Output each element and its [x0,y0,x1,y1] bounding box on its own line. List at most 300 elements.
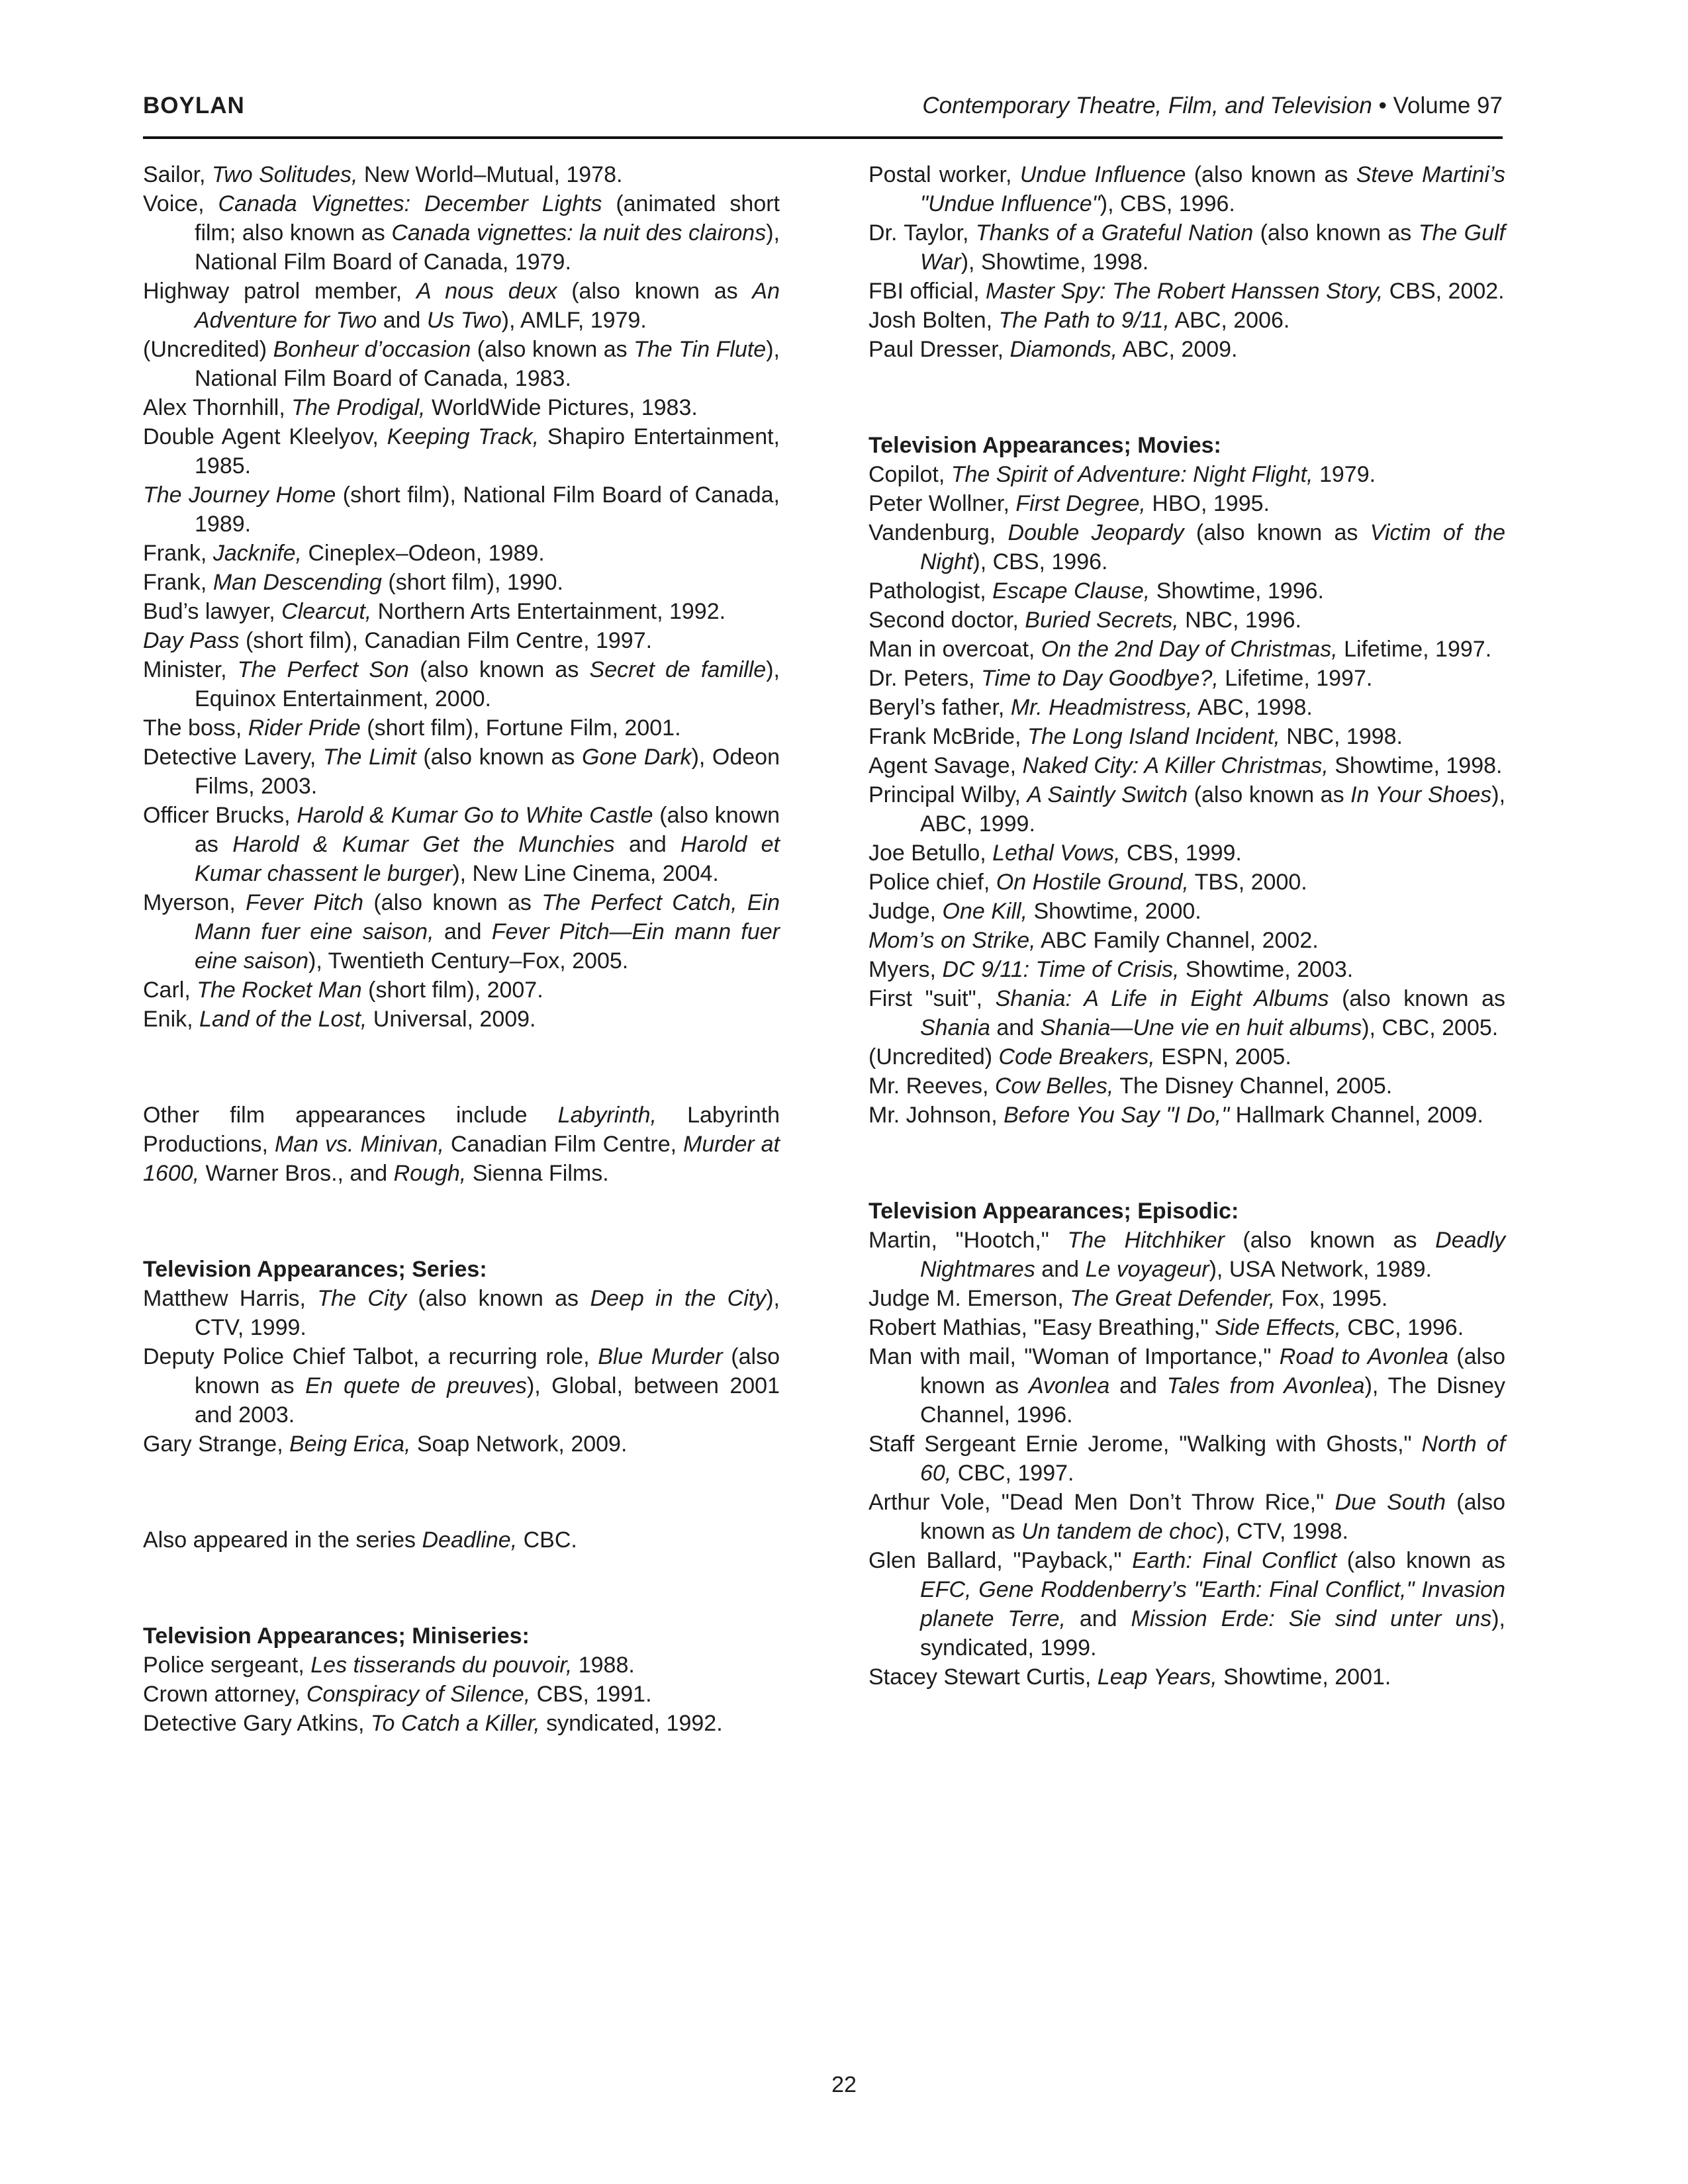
credit-text: (also known as [406,1286,590,1311]
credit-entry [868,1546,1505,1662]
credit-text: (also known as [363,890,542,915]
credit-text: Sailor, [143,162,212,187]
page-number: 22 [831,2072,857,2097]
credit-text: and [377,308,427,333]
credit-text: CBS, 1999. [1120,841,1242,866]
work-title: The Rocket Man [197,978,362,1003]
credit-text: Martin, "Hootch," [868,1228,1068,1253]
work-title: Rough, [393,1161,467,1186]
work-title: North of 60, [920,1432,1505,1486]
work-title: Code Breakers, [998,1044,1155,1069]
credit-text: (Uncredited) [143,337,273,362]
work-title: Earth: Final Conflict [1132,1548,1337,1573]
section-heading: Television Appearances; Movies: [868,433,1221,458]
credit-entry [868,218,1505,277]
work-title: Land of the Lost, [199,1007,367,1032]
credit-entry [868,722,1505,751]
credit-text: Deputy Police Chief Talbot, a recurring role, [143,1344,598,1369]
credit-text: Robert Mathias, "Easy Breathing," [868,1315,1215,1340]
work-title: Bonheur d’occasion [273,337,471,362]
credit-text: (also known as [1186,162,1356,187]
credit-text: Showtime, 2003. [1179,957,1354,982]
work-title: Victim of the Night [920,520,1505,574]
credit-entry [868,839,1505,868]
section-heading: Television Appearances; Series: [143,1257,487,1282]
work-title: EFC, Gene Roddenberry’s "Earth: Final Conflict," Invasion planete Terre, [920,1577,1505,1631]
credit-text: ), Showtime, 1998. [961,250,1149,275]
credit-text: 1988. [572,1653,635,1678]
credit-text: The boss, [143,715,248,741]
credit-entry [143,976,780,1005]
credit-entry [868,160,1505,218]
credit-text: (short film), Canadian Film Centre, 1997. [239,628,653,653]
credit-text: Judge M. Emerson, [868,1286,1070,1311]
work-title: Harold & Kumar Go to White Castle [297,803,653,828]
note-paragraph [143,1525,780,1555]
work-title: Jacknife, [212,541,302,566]
work-title: The Path to 9/11, [998,308,1170,333]
credit-entry [868,897,1505,926]
credit-entry [143,1430,780,1459]
work-title: Un tandem de choc [1021,1519,1217,1544]
credit-text: Stacey Stewart Curtis, [868,1664,1098,1690]
credit-text: (animated short film; also known as [195,191,780,246]
credit-text: and [990,1015,1041,1040]
work-title: Les tisserands du pouvoir, [310,1653,573,1678]
credit-text: and [614,832,681,857]
work-title: Buried Secrets, [1025,608,1179,633]
credit-text: Other film appearances include [143,1103,558,1128]
credit-text: (short film), Fortune Film, 2001. [360,715,681,741]
credit-text: Joe Betullo, [868,841,993,866]
credit-text: Bud’s lawyer, [143,599,282,624]
credit-entry [868,576,1505,606]
work-title: Harold et Kumar chassent le burger [195,832,780,886]
credit-text: ABC, 2009. [1117,337,1238,362]
work-title: One Kill, [942,899,1028,924]
credit-text: ), Odeon Films, 2003. [195,745,780,799]
credit-text: Man in overcoat, [868,637,1041,662]
credit-entry [143,713,780,743]
work-title: Thanks of a Grateful Nation [975,220,1254,246]
credit-text: (also known as [1253,220,1419,246]
work-title: Fever Pitch [246,890,364,915]
credit-text: Also appeared in the series [143,1527,422,1553]
credit-text: Myerson, [143,890,246,915]
work-title: Leap Years, [1097,1664,1217,1690]
credit-text: (also known as [1336,1548,1506,1573]
credit-text: Minister, [143,657,238,682]
running-head [143,91,1503,120]
credit-text: ), CTV, 1998. [1216,1519,1349,1544]
credit-entry [868,1071,1505,1101]
work-title: Diamonds, [1009,337,1118,362]
credit-text: First "suit", [868,986,996,1011]
credit-text: Matthew Harris, [143,1286,318,1311]
credit-text: (also known as [471,337,634,362]
credit-text: Detective Gary Atkins, [143,1711,371,1736]
credit-text: ), ABC, 1999. [920,782,1506,837]
credit-text: FBI official, [868,279,986,304]
work-title: The Tin Flute [633,337,767,362]
credit-text: Soap Network, 2009. [410,1432,628,1457]
credit-text: (also known as [920,1490,1506,1544]
work-title: Man Descending [212,570,382,595]
credit-entry [143,160,780,189]
work-title: An Adventure for Two [195,279,780,333]
credit-text: ), Equinox Entertainment, 2000. [195,657,780,711]
credit-entry [143,1005,780,1034]
credit-text: Double Agent Kleelyov, [143,424,387,449]
credit-text: (Uncredited) [868,1044,999,1069]
credit-text: Officer Brucks, [143,803,297,828]
credit-text: CBS, 2002. [1383,279,1505,304]
work-title: Deep in the City [590,1286,767,1311]
work-title: Fever Pitch—Ein mann fuer eine saison [195,919,780,974]
credit-text: Frank McBride, [868,724,1027,749]
credit-entry [143,655,780,713]
work-title: Escape Clause, [992,578,1150,604]
credit-text: ABC Family Channel, 2002. [1035,928,1319,953]
credit-text: TBS, 2000. [1188,870,1307,895]
work-title: Us Two [426,308,502,333]
credit-entry [868,984,1505,1042]
work-title: Canada vignettes: la nuit des clairons [391,220,767,246]
credit-text: Staff Sergeant Ernie Jerome, "Walking with Ghosts," [868,1432,1422,1457]
credit-entry [868,460,1505,489]
credit-text: Voice, [143,191,218,216]
credit-entry [868,335,1505,364]
section-heading: Television Appearances; Miniseries: [143,1623,530,1649]
credit-text: Labyrinth Productions, [143,1103,780,1157]
credit-entry [868,1284,1505,1313]
credit-entry [868,751,1505,780]
credit-entry [868,606,1505,635]
credit-text: (also known as [557,279,753,304]
work-title: Naked City: A Killer Christmas, [1022,753,1329,778]
credit-entry [868,1342,1505,1430]
running-head-book-title: Contemporary Theatre, Film, and Television [922,93,1372,118]
credit-entry [143,393,780,422]
credit-text: and [1109,1373,1167,1398]
credit-text: ), The Disney Channel, 1996. [920,1373,1506,1428]
credit-text: ), CBS, 1996. [972,549,1108,574]
credit-text: Agent Savage, [868,753,1023,778]
work-title: Le voyageur [1085,1257,1209,1282]
credit-text: Warner Bros., and [199,1161,394,1186]
credit-entry [143,335,780,393]
credit-text: (short film), National Film Board of Canada, 1989. [195,482,780,537]
credit-entry [868,868,1505,897]
credit-text: Enik, [143,1007,200,1032]
credit-text: Showtime, 2000. [1027,899,1201,924]
work-title: The Limit [322,745,416,770]
credit-text: Judge, [868,899,943,924]
note-paragraph [143,1101,780,1188]
credit-entry [868,1226,1505,1284]
credit-entry [143,277,780,335]
credit-entry [143,1709,780,1738]
work-title: Side Effects, [1215,1315,1341,1340]
header-rule [143,136,1503,139]
work-title: Keeping Track, [387,424,539,449]
work-title: Shania: A Life in Eight Albums [995,986,1329,1011]
credit-text: (also known as [195,803,780,857]
credit-entry [868,780,1505,839]
work-title: The Long Island Incident, [1027,724,1280,749]
work-title: Mission Erde: Sie sind unter uns [1131,1606,1492,1631]
credit-text: Mr. Reeves, [868,1073,995,1099]
credit-entry [868,489,1505,518]
credit-text: Highway patrol member, [143,279,417,304]
credit-entry [868,1488,1505,1546]
work-title: First Degree, [1015,491,1146,516]
work-title: In Your Shoes [1350,782,1492,807]
section-heading: Television Appearances; Episodic: [868,1199,1239,1224]
credit-text: Police sergeant, [143,1653,311,1678]
credit-text: Police chief, [868,870,996,895]
credit-entry [868,277,1505,306]
work-title: Gone Dark [582,745,692,770]
running-head-volume: • Volume 97 [1372,93,1503,118]
work-title: Rider Pride [248,715,361,741]
work-title: Murder at 1600, [143,1132,780,1186]
work-title: DC 9/11: Time of Crisis, [942,957,1180,982]
credit-text: Vandenburg, [868,520,1008,545]
credit-text: Shapiro Entertainment, 1985. [195,424,780,478]
work-title: Master Spy: The Robert Hanssen Story, [986,279,1383,304]
credit-entry [868,1101,1505,1130]
credit-entry [868,1662,1505,1692]
work-title: Shania [920,1015,990,1040]
credit-entry [143,422,780,480]
credit-entry [143,743,780,801]
credit-text: Second doctor, [868,608,1025,633]
credit-text: and [434,919,492,944]
credit-text: ), National Film Board of Canada, 1979. [195,220,780,275]
left-column [143,160,780,1738]
credit-entry [143,1651,780,1680]
credit-text: ), New Line Cinema, 2004. [452,861,719,886]
work-title: Cow Belles, [994,1073,1114,1099]
credit-text: Gary Strange, [143,1432,290,1457]
credit-text: Arthur Vole, "Dead Men Don’t Throw Rice," [868,1490,1335,1515]
credit-text: ), CBC, 2005. [1362,1015,1499,1040]
credit-text: (also known as [1224,1228,1436,1253]
credit-text: Cineplex–Odeon, 1989. [302,541,545,566]
credit-text: Myers, [868,957,943,982]
credit-text: (also known as [1329,986,1505,1011]
credit-text: (also known as [195,1344,780,1398]
credit-text: Showtime, 2001. [1217,1664,1391,1690]
credit-text: (also known as [416,745,583,770]
credit-text: Universal, 2009. [367,1007,536,1032]
credit-entry [143,1680,780,1709]
work-title: Canada Vignettes: December Lights [218,191,602,216]
credit-text: ), CBS, 1996. [1100,191,1235,216]
credit-text: ), Twentieth Century–Fox, 2005. [308,948,629,974]
credit-text: Hallmark Channel, 2009. [1229,1103,1483,1128]
credit-entry [143,801,780,888]
credit-text: Principal Wilby, [868,782,1027,807]
work-title: Due South [1335,1490,1446,1515]
credit-text: and [1035,1257,1086,1282]
work-title: Undue Influence [1019,162,1186,187]
work-title: Mr. Headmistress, [1010,695,1193,720]
work-title: The Prodigal, [291,395,426,420]
credit-text: 1979. [1313,462,1376,487]
credit-text: Sienna Films. [466,1161,609,1186]
work-title: The City [317,1286,406,1311]
right-column [868,160,1505,1692]
work-title: Day Pass [143,628,240,653]
work-title: Steve Martini’s "Undue Influence" [920,162,1505,216]
credit-text: and [1065,1606,1131,1631]
credit-text: Crown attorney, [143,1682,306,1707]
work-title: The Perfect Son [237,657,409,682]
work-title: Labyrinth, [557,1103,657,1128]
work-title: En quete de preuves [305,1373,527,1398]
credit-text: Man with mail, "Woman of Importance," [868,1344,1280,1369]
credit-text: Pathologist, [868,578,993,604]
credit-entry [143,1342,780,1430]
credit-text: Peter Wollner, [868,491,1016,516]
credit-text: NBC, 1996. [1178,608,1301,633]
credit-text: syndicated, 1992. [539,1711,723,1736]
credit-text: Copilot, [868,462,951,487]
work-title: The Perfect Catch, Ein Mann fuer eine saison, [195,890,780,944]
credit-text: HBO, 1995. [1145,491,1270,516]
credit-text: (also known as [408,657,590,682]
work-title: Deadline, [422,1527,518,1553]
credit-text: Detective Lavery, [143,745,323,770]
credit-entry [868,693,1505,722]
credit-text: (short film), 1990. [381,570,563,595]
work-title: Time to Day Goodbye?, [981,666,1219,691]
credit-text: Lifetime, 1997. [1218,666,1373,691]
work-title: Conspiracy of Silence, [306,1682,531,1707]
credit-text: ABC, 1998. [1192,695,1313,720]
credit-text: Frank, [143,570,213,595]
credit-entry [143,189,780,277]
credit-entry [143,597,780,626]
work-title: Double Jeopardy [1008,520,1184,545]
credit-text: Postal worker, [868,162,1020,187]
work-title: Being Erica, [289,1432,411,1457]
running-head-surname: BOYLAN [143,93,245,118]
credit-text: Showtime, 1998. [1328,753,1503,778]
credit-entry [143,626,780,655]
credit-text: Dr. Taylor, [868,220,976,246]
credit-text: Glen Ballard, "Payback," [868,1548,1133,1573]
credit-entry [868,1042,1505,1071]
credit-text: (also known as [1188,782,1351,807]
credit-entry [868,1430,1505,1488]
work-title: The Gulf War [920,220,1505,275]
credit-text: ), syndicated, 1999. [920,1606,1505,1661]
credit-text: CBC. [517,1527,577,1553]
work-title: A nous deux [416,279,557,304]
credit-entry [143,888,780,976]
credit-text: Beryl’s father, [868,695,1011,720]
running-head-title [922,91,1503,120]
credit-text: Mr. Johnson, [868,1103,1004,1128]
work-title: Lethal Vows, [992,841,1121,866]
credit-entry [868,955,1505,984]
work-title: Shania—Une vie en huit albums [1040,1015,1362,1040]
work-title: Secret de famille [589,657,767,682]
credit-text: ), CTV, 1999. [195,1286,780,1340]
work-title: On the 2nd Day of Christmas, [1041,637,1338,662]
work-title: Blue Murder [598,1344,723,1369]
credit-text: NBC, 1998. [1280,724,1403,749]
work-title: To Catch a Killer, [370,1711,540,1736]
credit-text: (also known as [1184,520,1370,545]
credit-entry [868,926,1505,955]
credit-text: Dr. Peters, [868,666,982,691]
credit-text: (short film), 2007. [361,978,543,1003]
credit-text: ESPN, 2005. [1154,1044,1291,1069]
credit-text: ABC, 2006. [1169,308,1290,333]
credit-text: ), USA Network, 1989. [1209,1257,1432,1282]
credit-text: Paul Dresser, [868,337,1010,362]
work-title: Two Solitudes, [211,162,358,187]
work-title: Avonlea [1028,1373,1110,1398]
credit-text: Lifetime, 1997. [1337,637,1492,662]
work-title: A Saintly Switch [1027,782,1188,807]
credit-entry [868,306,1505,335]
credit-text: Fox, 1995. [1275,1286,1388,1311]
credit-text: CBS, 1991. [530,1682,652,1707]
credit-text: Josh Bolten, [868,308,999,333]
work-title: The Great Defender, [1070,1286,1276,1311]
work-title: Clearcut, [281,599,372,624]
credit-entry [868,518,1505,576]
credit-entry [868,1313,1505,1342]
credit-text: Alex Thornhill, [143,395,292,420]
credit-text: WorldWide Pictures, 1983. [425,395,698,420]
work-title: The Spirit of Adventure: Night Flight, [951,462,1313,487]
work-title: Deadly Nightmares [920,1228,1505,1282]
credit-entry [143,1284,780,1342]
work-title: Tales from Avonlea [1166,1373,1365,1398]
work-title: Man vs. Minivan, [274,1132,444,1157]
credit-text: Showtime, 1996. [1150,578,1324,604]
credit-text: Canadian Film Centre, [444,1132,683,1157]
credit-text: ), AMLF, 1979. [501,308,647,333]
credit-entry [868,664,1505,693]
credit-text: The Disney Channel, 2005. [1113,1073,1393,1099]
credit-text: ), Global, between 2001 and 2003. [195,1373,780,1428]
work-title: The Journey Home [143,482,336,508]
credit-text: CBC, 1996. [1340,1315,1464,1340]
credit-entry [143,539,780,568]
credit-text: Frank, [143,541,213,566]
work-title: On Hostile Ground, [996,870,1189,895]
credit-text: CBC, 1997. [951,1461,1074,1486]
credit-text: New World–Mutual, 1978. [357,162,623,187]
work-title: The Hitchhiker [1067,1228,1225,1253]
credit-entry [143,480,780,539]
credit-entry [143,568,780,597]
credit-text: ), National Film Board of Canada, 1983. [195,337,780,391]
work-title: Mom’s on Strike, [868,928,1036,953]
credit-text: Carl, [143,978,197,1003]
work-title: Before You Say "I Do," [1004,1103,1230,1128]
credit-entry [868,635,1505,664]
credit-text: Northern Arts Entertainment, 1992. [371,599,726,624]
credit-text: (also known as [920,1344,1505,1398]
